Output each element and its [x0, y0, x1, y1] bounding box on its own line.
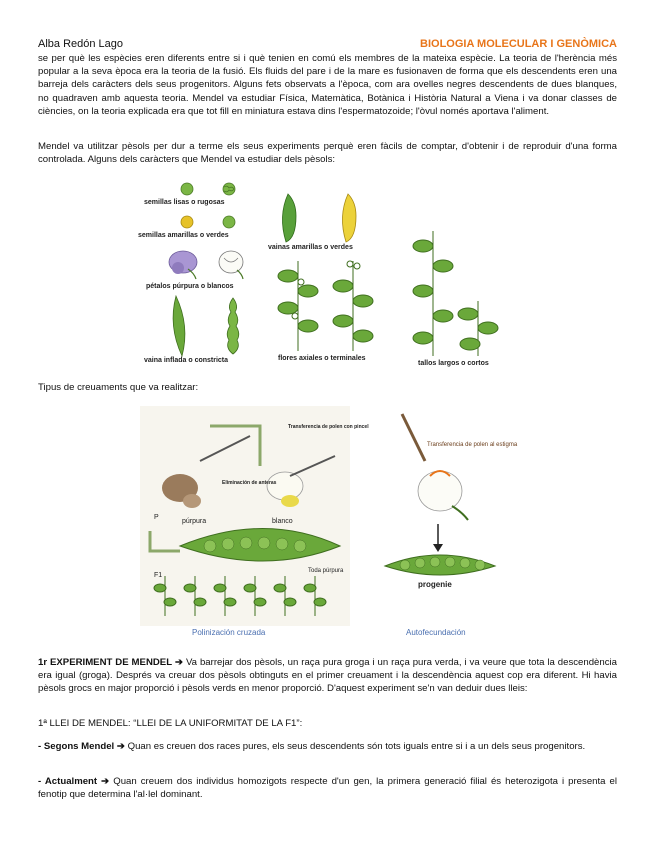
tall-stem-plant-icon: [413, 231, 453, 356]
actualment-label: - Actualment: [38, 776, 98, 787]
caption-pod-color: vainas amarillas o verdes: [268, 244, 353, 251]
caption-flowers: flores axiales o terminales: [278, 355, 366, 362]
experiment-text: Va barrejar dos pèsols, un raça pura groga i un raça pura verda, i va veure que tota la descendència era igual (groga). Després va creuar dos pèsols obtinguts en el primer creuament i la descendència aquest cop era diferent. Hi havia pèsols grocs en major proporció i pèsols verds en menor proporció. D'aquest experiment se'n van deduir dues lleis:: [38, 657, 617, 695]
short-stem-plant-icon: [458, 301, 498, 356]
arrow-icon: ➔: [101, 776, 110, 787]
yellow-pod-icon: [342, 194, 356, 242]
peas-paragraph: Mendel va utilitzar pèsols per dur a terme els seus experiments perquè eren fàcils de comptar, d'obtenir i de reproduir d'una forma controlada. Alguns dels caràcters que Mendel va estudiar dels pèsols:: [38, 141, 617, 166]
smooth-seed-icon: [181, 183, 193, 195]
axial-flowers-plant-icon: [278, 261, 318, 351]
experiment-title: 1r EXPERIMENT DE MENDEL: [38, 657, 173, 668]
label-f1-generation: F1: [154, 572, 163, 579]
author-name: Alba Redón Lago: [38, 38, 124, 50]
label-pollen-transfer-right: Transferencia de polen al estigma: [427, 442, 518, 448]
caption-stems: tallos largos o cortos: [418, 360, 489, 367]
pea-traits-illustration: [138, 176, 518, 376]
actualment-paragraph: [38, 775, 617, 801]
crosses-figure: [140, 406, 518, 642]
caption-seeds-color: semillas amarillas o verdes: [138, 232, 229, 239]
white-flower-icon: [219, 251, 243, 279]
down-arrow-icon: [433, 544, 443, 552]
caption-petals: pétalos púrpura o blancos: [146, 283, 234, 290]
label-anther-removal: Eliminación de anteras: [222, 480, 277, 486]
arrow-icon: ➔: [175, 657, 184, 668]
subject-title: BIOLOGIA MOLECULAR I GENÒMICA: [420, 38, 617, 50]
pea-traits-figure: [138, 176, 518, 376]
inflated-pod-icon: [173, 296, 185, 356]
yellow-seed-icon: [181, 216, 193, 228]
caption-pod-shape: vaina inflada o constricta: [144, 357, 229, 364]
caption-cross-pollination: Polinización cruzada: [192, 628, 266, 637]
caption-seeds-shape: semillas lisas o rugosas: [144, 199, 225, 206]
terminal-flowers-plant-icon: [333, 261, 373, 351]
label-purple: púrpura: [182, 518, 207, 525]
segons-paragraph: [38, 740, 617, 753]
arrow-icon: ➔: [116, 741, 125, 752]
intro-paragraph: se per què les espècies eren diferents entre si i què tenien en comú els membres de la mateixa espècie. La teoria de l'herència més popular a la seva època era la teoria de la fusió. Els fluids del pare i de la mare es fusionaven de forma que els descendents eren una barreja dels caràcters dels seus progenitors. Alguns fets observats a l'època, com ara ovelles negres descendents de dues blanques, no quadraven amb aquesta teoria. Mendel va estudiar Física, Matemàtica, Botànica i Història Natural a Viena i va donar classes de ciències, on la teoria explicada era que tot fill en miniatura estava dins l'espermatozoide; l'òvul només aportava l'aliment.: [38, 53, 617, 117]
actualment-text: Quan creuem dos individus homozigots respecte d'un gen, la primera generació filial és heterozigota i presenta el fenotip que determina l'al·lel dominant.: [38, 776, 617, 801]
brush-icon-right: [402, 414, 425, 461]
purple-flower-icon: [169, 251, 197, 279]
label-pollen-transfer-left: Transferencia de polen con pincel: [288, 424, 369, 430]
experiment-paragraph: [38, 656, 617, 696]
law1-title: 1ª LLEI DE MENDEL: “LLEI DE LA UNIFORMITAT DE LA F1”:: [38, 718, 303, 729]
wrinkled-seed-icon: [223, 183, 235, 195]
self-flower-icon: [418, 471, 468, 520]
label-progeny: progenie: [418, 580, 452, 589]
label-white: blanco: [272, 518, 293, 525]
crosses-label: Tipus de creuaments que va realitzar:: [38, 382, 199, 393]
green-seed-icon: [223, 216, 235, 228]
page-header: [38, 38, 617, 52]
label-p-generation: P: [154, 514, 159, 521]
label-all-purple: Toda púrpura: [308, 568, 344, 574]
segons-text: Quan es creuen dos races pures, els seus descendents són tots iguals entre si i a un dels seus progenitors.: [124, 741, 586, 752]
caption-self-pollination: Autofecundación: [406, 628, 466, 637]
segons-label: - Segons Mendel: [38, 741, 115, 752]
green-pod-icon: [282, 194, 296, 242]
constricted-pod-icon: [227, 298, 239, 354]
